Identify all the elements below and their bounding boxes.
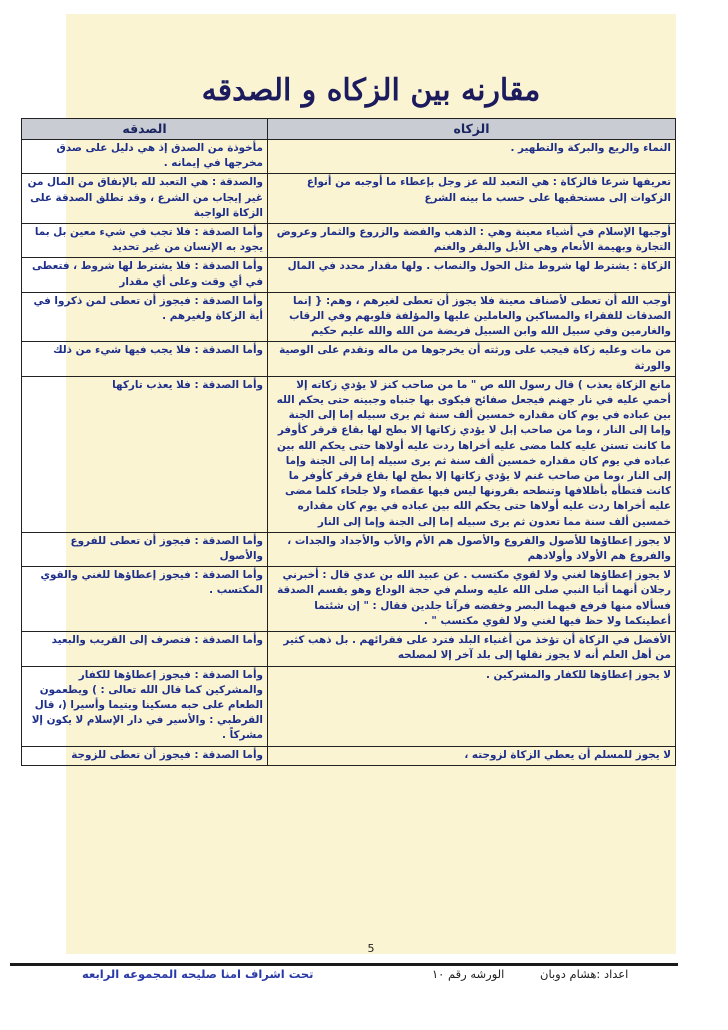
sadaqa-cell: وأما الصدقة : فيجوز إعطاؤها للغني والقوي المكتسب .: [22, 567, 268, 632]
table-row: [22, 567, 676, 632]
table-row: [22, 174, 676, 224]
zakat-cell: الأفضل في الزكاة أن تؤخذ من أغنياء البلد فترد على فقرائهم . بل ذهب كثير من أهل العلم أنه لا يجوز نقلها إلى بلد آخر إلا لمصلحه: [268, 632, 676, 666]
sadaqa-cell: مأخوذة من الصدق إذ هي دليل على صدق مخرجها في إيمانه .: [22, 140, 268, 174]
footer-workshop: الورشه رقم ١٠: [432, 967, 505, 981]
table-row: [22, 258, 676, 292]
zakat-cell: أوجبها الإسلام في أشياء معينة وهي : الذهب والفضة والزروع والثمار وعروض التجارة وبهيمة الأنعام وهي الأبل والبقر والغنم: [268, 224, 676, 258]
zakat-cell: تعريفها شرعا فالزكاة : هي التعبد لله عز وجل بإعطاء ما أوجبه من أنواع الزكوات إلى مستحقيها على حسب ما بينه الشرع: [268, 174, 676, 224]
table-row: [22, 746, 676, 765]
comparison-table: [21, 118, 676, 766]
zakat-cell: لا يجوز إعطاؤها للأصول والفروع والأصول هم الأم والأب والأجداد والجدات ، والفروع هم الأولاد وأولادهم: [268, 532, 676, 566]
table-row: [22, 376, 676, 532]
zakat-cell: لا يجوز إعطاؤها للكفار والمشركين .: [268, 666, 676, 746]
sadaqa-cell: وأما الصدقة : فيجوز إعطاؤها للكفار والمشركين كما قال الله تعالى : ) ويطعمون الطعام على حبه مسكينا ويتيما وأسيرا (، قال القرطبي : والأسير في دار الإسلام لا يكون إلا مشركاً .: [22, 666, 268, 746]
table-row: [22, 140, 676, 174]
zakat-cell: من مات وعليه زكاة فيجب على ورثته أن يخرجوها من ماله وتقدم على الوصية والورثة: [268, 342, 676, 376]
zakat-cell: النماء والريع والبركة والتطهير .: [268, 140, 676, 174]
header-sadaqa: الصدقه: [22, 119, 268, 140]
sadaqa-cell: وأما الصدقة : فتصرف إلى القريب والبعيد: [22, 632, 268, 666]
zakat-cell: مانع الزكاة يعذب ) قال رسول الله ص " ما من صاحب كنز لا يؤدي زكاته إلا أحمي عليه في نار جهنم فيجعل صفائح فيكوى بها جنباه وجبينه حتى يحكم الله بين عباده في يوم كان مقداره خمسين ألف سنة ثم يرى سبيله إما إلى الجنة وإما إلى النار ، وما من صاحب إبل لا يؤدي زكاتها إلا بطح لها بقاع قرقر كأوفر ما كانت تستن عليه كلما مضى عليه أخراها ردت عليه أولاها حتى يحكم الله بين عباده في يوم كان مقداره خمسين ألف سنة ثم يرى سبيله إما إلى الجنة وإما إلى النار ،وما من صاحب غنم لا يؤدي زكاتها إلا بطح لها بقاع قرقر كأوفر ما كانت فتطأه بأظلافها وتنطحه بقرونها ليس فيها عقصاء ولا جلحاء كلما مضى عليه أخراها ردت عليه أولاها حتى يحكم الله بين عباده في يوم كان مقداره خمسين ألف سنة مما تعدون ثم يرى سبيله إما إلى الجنة وإما إلى النار: [268, 376, 676, 532]
sadaqa-cell: وأما الصدقة : فلا يجب فيها شيء من ذلك: [22, 342, 268, 376]
sadaqa-cell: وأما الصدقة : فيجوز أن تعطى للفروع والأصول: [22, 532, 268, 566]
table-row: [22, 666, 676, 746]
footer-supervision: تحت اشراف امنا صليحه المجموعه الرابعه: [82, 967, 314, 981]
sadaqa-cell: والصدقة : هي التعبد لله بالإنفاق من المال من غير إيجاب من الشرع ، وقد تطلق الصدقة على الزكاة الواجبة: [22, 174, 268, 224]
sadaqa-cell: وأما الصدقة : فلا يعذب تاركها: [22, 376, 268, 532]
header-zakat: الزكاه: [268, 119, 676, 140]
table-header-row: [22, 119, 676, 140]
zakat-cell: لا يجوز للمسلم أن يعطي الزكاة لزوجته ،: [268, 746, 676, 765]
table-row: [22, 632, 676, 666]
page-title: مقارنه بين الزكاه و الصدقه: [201, 73, 541, 108]
sadaqa-cell: وأما الصدقة : فلا تجب في شيء معين بل بما يجود به الإنسان من غير تحديد: [22, 224, 268, 258]
table-row: [22, 342, 676, 376]
table-row: [22, 532, 676, 566]
sadaqa-cell: وأما الصدقة : فيجوز أن تعطى لمن ذكروا في أية الزكاة ولغيرهم .: [22, 292, 268, 342]
table-row: [22, 224, 676, 258]
sadaqa-cell: وأما الصدقة : فيجوز أن تعطى للزوجة: [22, 746, 268, 765]
zakat-cell: الزكاة : يشترط لها شروط مثل الحول والنصاب . ولها مقدار محدد في المال: [268, 258, 676, 292]
zakat-cell: أوجب الله أن تعطى لأصناف معينة فلا يجوز أن تعطى لغيرهم ، وهم: { إنما الصدقات للفقراء والمساكين والعاملين عليها والمؤلفة قلوبهم وفي الرقاب والغارمين وفي سبيل الله وابن السبيل فريضة من الله والله عليم حكيم: [268, 292, 676, 342]
table-row: [22, 292, 676, 342]
zakat-cell: لا يجوز إعطاؤها لغني ولا لقوي مكتسب . عن عبيد الله بن عدي قال : أخبرني رجلان أنهما أتيا النبي صلى الله عليه وسلم في حجة الوداع وهو يقسم الصدقة فسألاه منها فرفع فيهما البصر وخفضه فرآنا جلدين فقال : " إن شئتما أعطيتكما ولا حظ فيها لغني ولا لقوي مكتسب " .: [268, 567, 676, 632]
page-number: 5: [367, 942, 375, 955]
sadaqa-cell: وأما الصدقة : فلا يشترط لها شروط ، فتعطى في أي وقت وعلى أي مقدار: [22, 258, 268, 292]
footer-prepared-by: اعداد :هشام دوبان: [540, 967, 629, 981]
